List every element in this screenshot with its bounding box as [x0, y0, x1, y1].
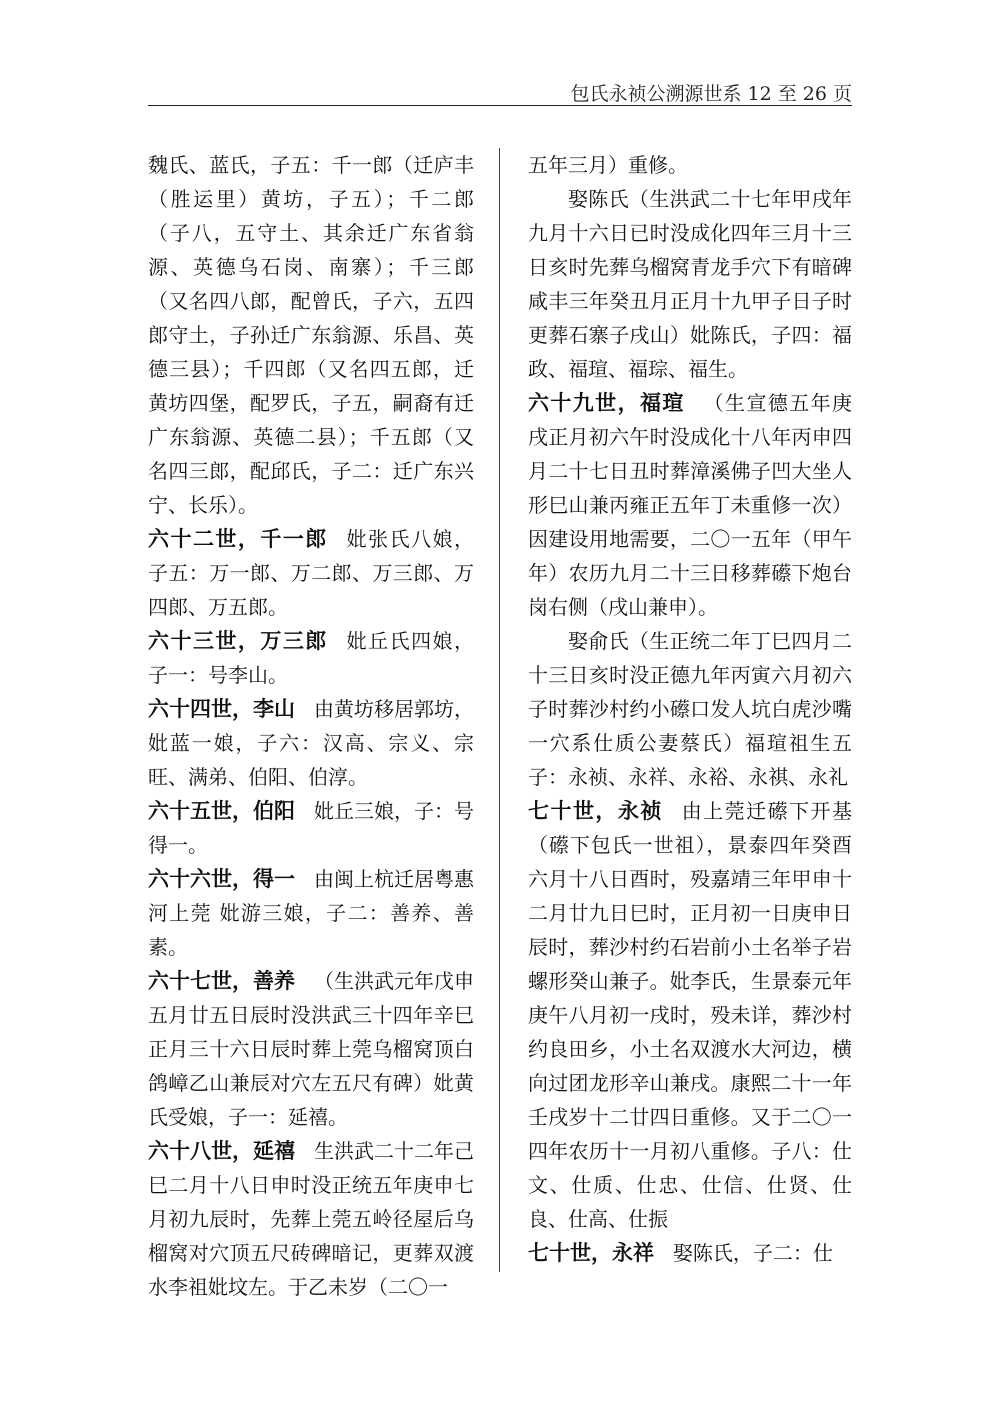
generation-entry-69: [528, 386, 852, 624]
generation-heading: 七十世，永祯: [528, 799, 663, 823]
generation-heading: 六十二世，千一郎: [148, 527, 328, 551]
generation-text: 娶陈氏，子二：仕: [672, 1241, 833, 1265]
generation-entry-67: [148, 964, 474, 1134]
generation-entry-68: [148, 1134, 474, 1304]
generation-entry-70-yongzhen: [528, 794, 852, 1236]
generation-entry-65: [148, 794, 474, 862]
generation-entry-70-yongxiang: [528, 1236, 852, 1270]
generation-entry-62: [148, 522, 474, 624]
column-divider: [499, 148, 500, 1272]
generation-text: 妣张氏八娘，子五：万一郎、万二郎、万三郎、万四郎、万五郎。: [148, 527, 475, 619]
generation-text: 生洪武二十二年己巳二月十八日申时没正统五年庚申七月初九辰时，先葬上莞五岭径屋后乌榴窝对穴顶五尺砖碑暗记，更葬双渡水李祖妣坟左。于乙未岁（二〇一: [148, 1139, 475, 1299]
paragraph: 娶陈氏（生洪武二十七年甲戌年九月十六日已时没成化四年三月十三日亥时先葬乌榴窝青龙手穴下有暗碑咸丰三年癸丑月正月十九甲子日子时更葬石寨子戌山）妣陈氏，子四：福政、福瑄、福琮、福生。: [528, 187, 852, 381]
generation-text: 由黄坊移居郭坊，妣蓝一娘，子六：汉高、宗义、宗旺、满弟、伯阳、伯淳。: [148, 697, 475, 789]
generation-text: （生洪武元年戊申五月廿五日辰时没洪武三十四年辛巳正月三十六日辰时葬上莞乌榴窝顶白鸽嶂乙山兼辰对穴左五尺有碑）妣黄氏受娘，子一：延禧。: [148, 969, 475, 1129]
header-rule: [148, 105, 852, 106]
generation-entry-63: [148, 624, 474, 692]
left-column: [148, 148, 474, 1304]
generation-text: 妣丘三娘，子：号得一。: [148, 799, 475, 857]
generation-heading: 六十八世，延禧: [148, 1139, 296, 1163]
generation-heading: 六十四世，李山: [148, 697, 296, 721]
generation-heading: 六十九世，福瑄: [528, 391, 685, 415]
page-header: [148, 82, 852, 106]
paragraph: 娶俞氏（生正统二年丁巳四月二十三日亥时没正德九年丙寅六月初六子时葬沙村约小礤口发人坑白虎沙嘴一穴系仕质公妻蔡氏）福瑄祖生五子：永祯、永祥、永裕、永祺、永礼: [528, 629, 852, 789]
generation-heading: 七十世，永祥: [528, 1241, 654, 1265]
generation-entry-66: [148, 862, 474, 964]
generation-heading: 六十七世，善养: [148, 969, 296, 993]
generation-heading: 六十五世，伯阳: [148, 799, 296, 823]
generation-heading: 六十六世，得一: [148, 867, 296, 891]
generation-text: （生宣德五年庚戌正月初六午时没成化十八年丙申四月二十七日丑时葬漳溪佛子凹大坐人形巳山兼丙雍正五年丁未重修一次）因建设用地需要，二〇一五年（甲午年）农历九月二十三日移葬礤下炮台岗右侧（戌山兼申）。: [528, 391, 853, 619]
generation-heading: 六十三世，万三郎: [148, 629, 328, 653]
paragraph: 魏氏、蓝氏，子五：千一郎（迁庐丰（胜运里）黄坊，子五）；千二郎（子八，五守土、其余迁广东省翁源、英德乌石岗、南寨）；千三郎（又名四八郎，配曾氏，子六，五四郎守土，子孙迁广东翁源、乐昌、英德三县）；千四郎（又名四五郎，迁黄坊四堡，配罗氏，子五，嗣裔有迁广东翁源、英德二县）；千五郎（又名四三郎，配邱氏，子二：迁广东兴宁、长乐）。: [148, 153, 474, 517]
right-column: [528, 148, 852, 1270]
header-title: 包氏永祯公溯源世系 12 至 26 页: [570, 83, 852, 105]
generation-text: 由上莞迁礤下开基（礤下包氏一世祖），景泰四年癸酉六月十八日酉时，殁嘉靖三年甲申十二月廿九日巳时，正月初一日庚申日辰时，葬沙村约石岩前小土名举子岩螺形癸山兼子。妣李氏，生景泰元年庚午八月初一戌时，殁未详，葬沙村约良田乡，小土名双渡水大河边，横向过团龙形辛山兼戌。康熙二十一年壬戌岁十二廿四日重修。又于二〇一四年农历十一月初八重修。子八：仕文、仕质、仕忠、仕信、仕贤、仕良、仕高、仕振: [528, 799, 853, 1231]
generation-text: 妣丘氏四娘，子一：号李山。: [148, 629, 475, 687]
paragraph: 五年三月）重修。: [528, 153, 688, 177]
generation-text: 由闽上杭迁居粤惠河上莞 妣游三娘，子二：善养、善素。: [148, 867, 475, 959]
generation-entry-64: [148, 692, 474, 794]
